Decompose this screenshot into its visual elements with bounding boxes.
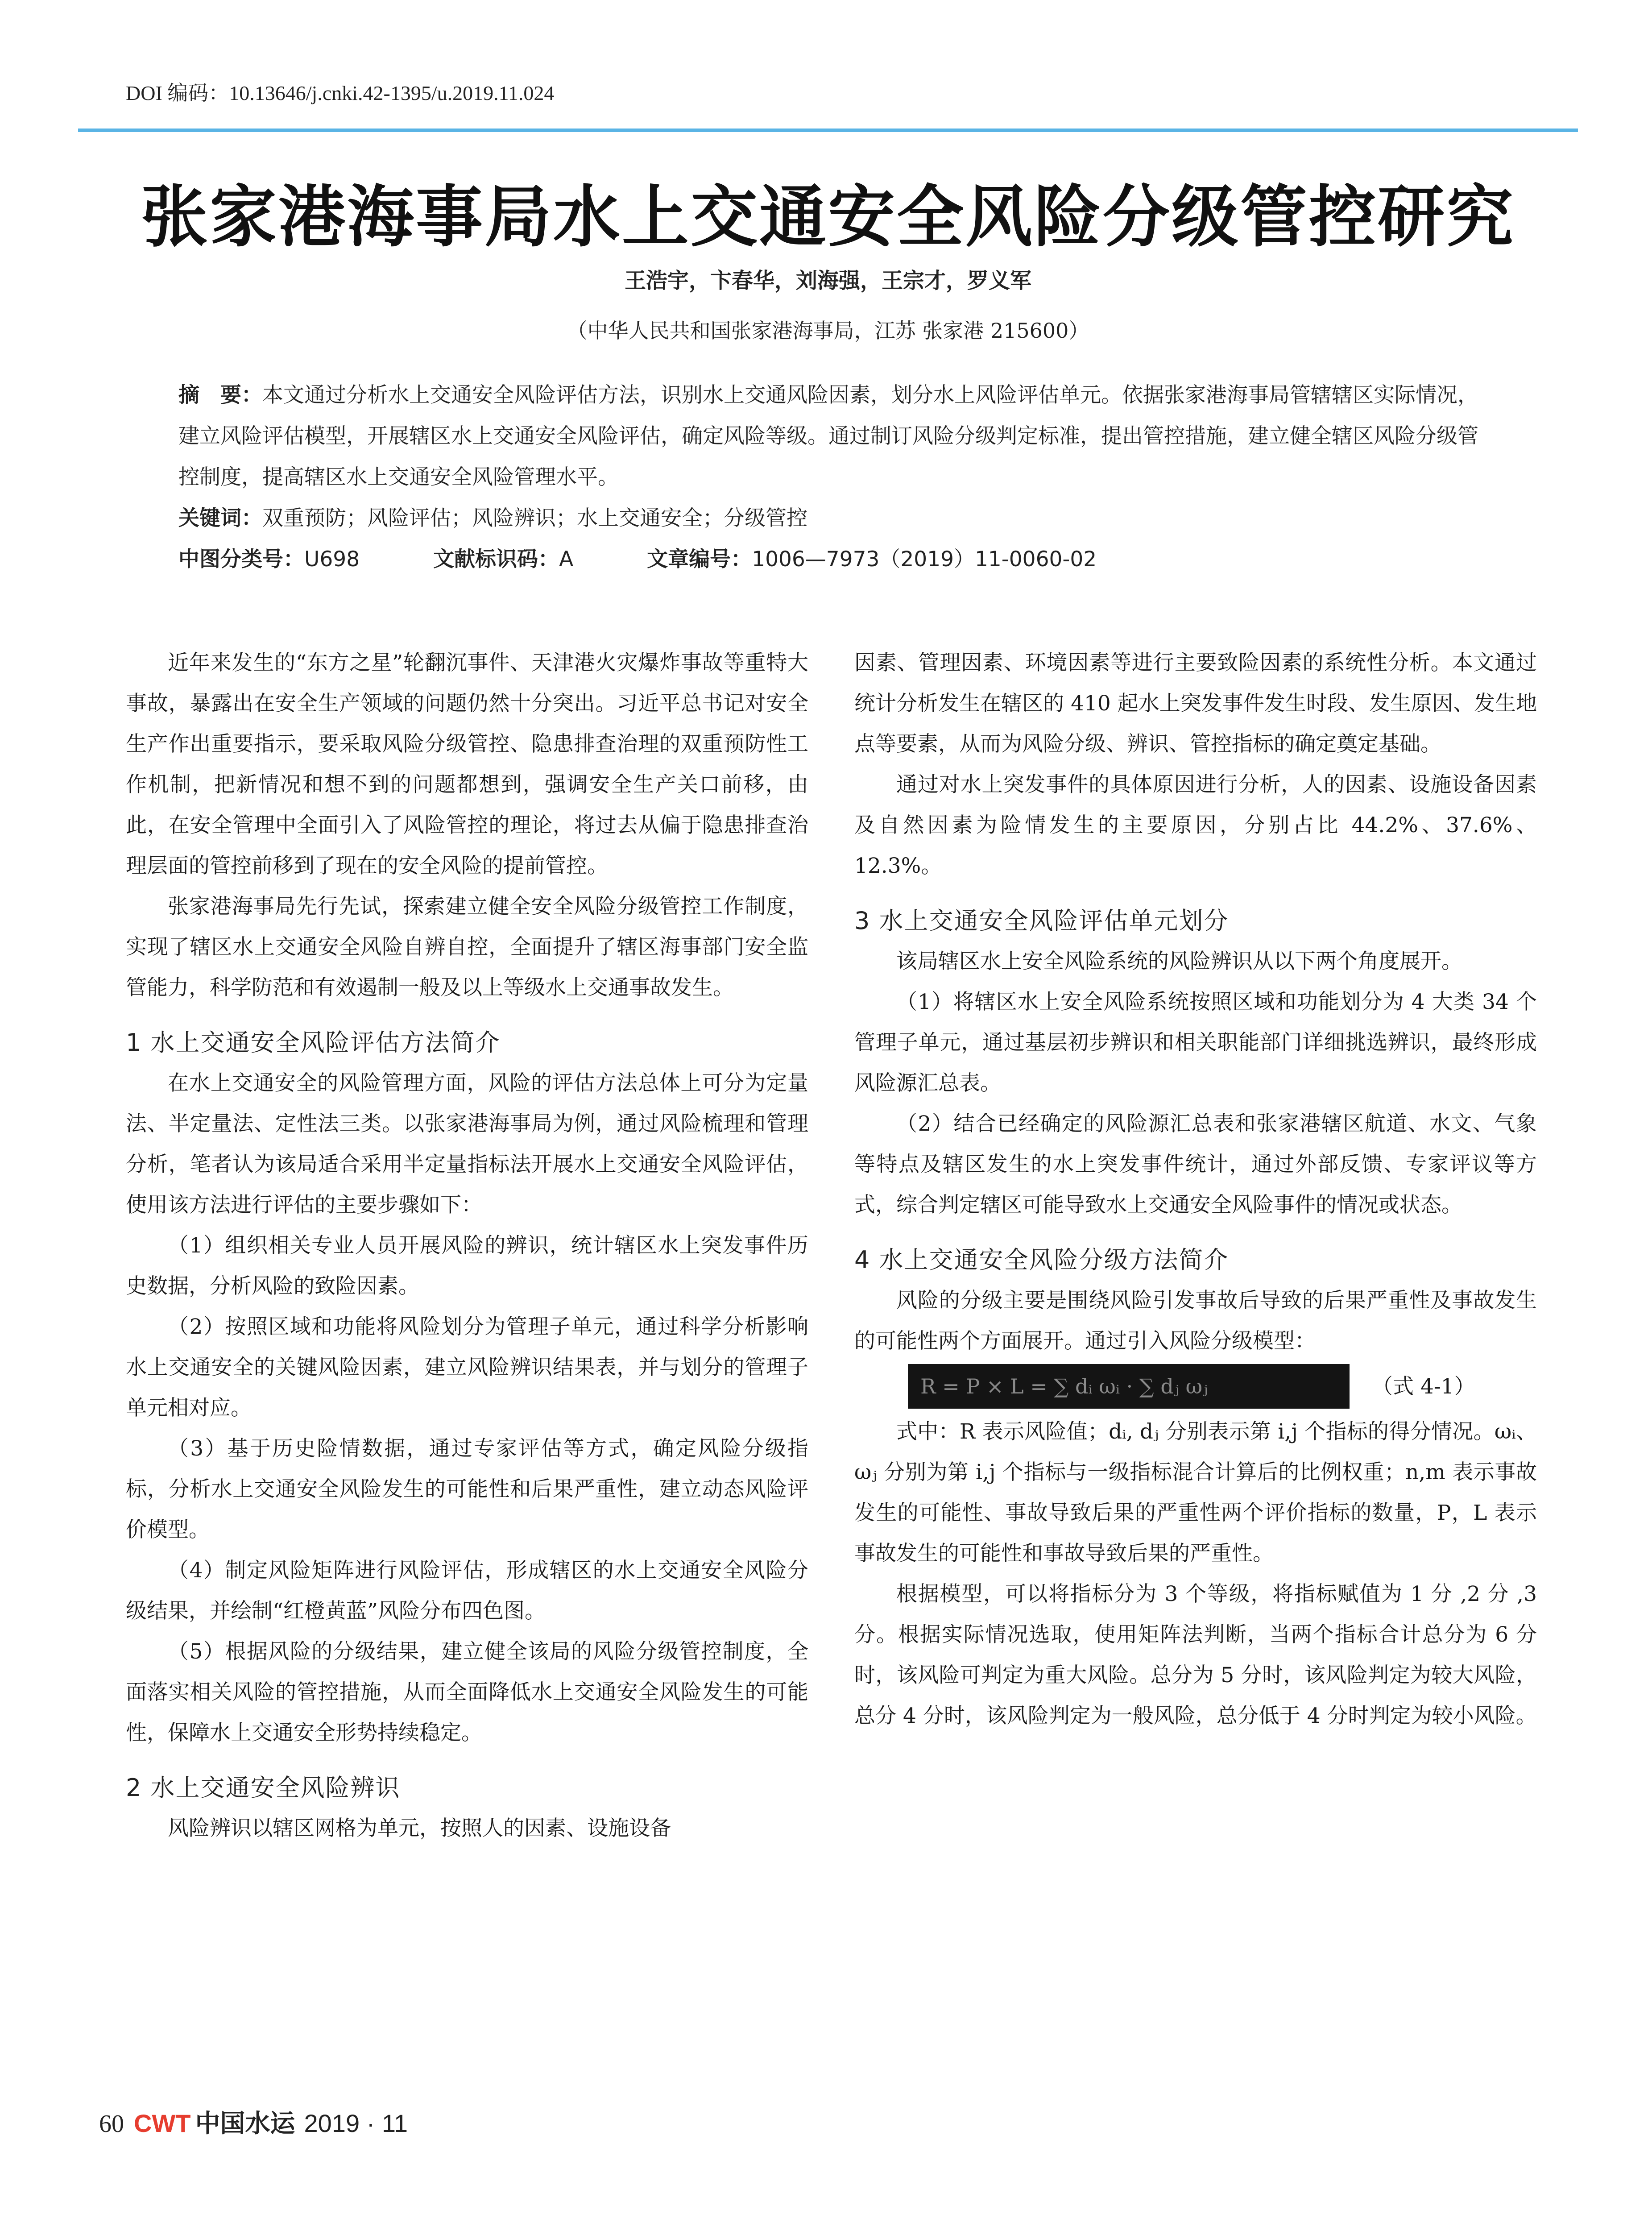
classification-line: [178, 539, 1499, 580]
keywords-text: 双重预防；风险评估；风险辨识；水上交通安全；分级管控: [262, 506, 807, 531]
journal-name: 中国水运: [195, 2109, 295, 2138]
list-item: （4）制定风险矩阵进行风险评估，形成辖区的水上交通安全风险分级结果，并绘制“红橙黄蓝”风险分布四色图。: [126, 1558, 808, 1623]
paragraph: 该局辖区水上安全风险系统的风险辨识从以下两个角度展开。: [896, 949, 1462, 974]
header-rule: [78, 129, 1578, 132]
article-number-label: 文章编号：: [647, 547, 752, 572]
paragraph: 近年来发生的“东方之星”轮翻沉事件、天津港火灾爆炸事故等重特大事故，暴露出在安全生产领域的问题仍然十分突出。习近平总书记对安全生产作出重要指示，要采取风险分级管控、隐患排查治理的双重预防性工作机制，把新情况和想不到的问题都想到，强调安全生产关口前移，由此，在安全管理中全面引入了风险管控的理论，将过去从偏于隐患排查治理层面的管控前移到了现在的安全风险的提前管控。: [126, 651, 808, 878]
list-item: （2）按照区域和功能将风险划分为管理子单元，通过科学分析影响水上交通安全的关键风险因素，建立风险辨识结果表，并与划分的管理子单元相对应。: [126, 1315, 808, 1420]
right-column: [854, 643, 1537, 1736]
formula-row: [854, 1364, 1537, 1409]
section-heading-2: 2 水上交通安全风险辨识: [126, 1774, 401, 1802]
paper-title: 张家港海事局水上交通安全风险分级管控研究: [141, 178, 1515, 256]
list-item: （2）结合已经确定的风险源汇总表和张家港辖区航道、水文、气象等特点及辖区发生的水上突发事件统计，通过外部反馈、专家评议等方式，综合判定辖区可能导致水上交通安全风险事件的情况或状态。: [854, 1111, 1537, 1217]
paragraph: 在水上交通安全的风险管理方面，风险的评估方法总体上可分为定量法、半定量法、定性法三类。以张家港海事局为例，通过风险梳理和管理分析，笔者认为该局适合采用半定量指标法开展水上交通安全风险评估，使用该方法进行评估的主要步骤如下：: [126, 1071, 808, 1217]
author-list: 王浩宇，卞春华，刘海强，王宗才，罗义军: [624, 268, 1031, 293]
paragraph: 风险辨识以辖区网格为单元，按照人的因素、设施设备: [168, 1816, 671, 1841]
left-column: [126, 643, 808, 1849]
keywords-line: [178, 498, 1499, 539]
doi-line: DOI 编码：10.13646/j.cnki.42-1395/u.2019.11.024: [126, 82, 555, 104]
affiliation: （中华人民共和国张家港海事局，江苏 张家港 215600）: [567, 319, 1089, 343]
issue-label: 2019 · 11: [304, 2109, 408, 2137]
clc-label: 中图分类号：: [178, 547, 304, 572]
abstract-paragraph: [178, 375, 1499, 498]
paragraph: 式中：R 表示风险值；dᵢ, dⱼ 分别表示第 i,j 个指标的得分情况。ωᵢ、ωⱼ 分别为第 i,j 个指标与一级指标混合计算后的比例权重；n,m 表示事故发生的可能性、事故导致后果的严重性两个评价指标的数量，P，L 表示事故发生的可能性和事故导致后果的严重性。: [854, 1419, 1537, 1566]
journal-logo: CWT: [134, 2109, 191, 2137]
abstract-label: 摘 要：: [178, 383, 262, 407]
article-number-value: 1006—7973（2019）11-0060-02: [752, 547, 1097, 572]
formula-image: R = P × L = ∑ dᵢ ωᵢ · ∑ dⱼ ωⱼ: [908, 1364, 1350, 1409]
paragraph: 张家港海事局先行先试，探索建立健全安全风险分级管控工作制度，实现了辖区水上交通安全风险自辨自控，全面提升了辖区海事部门安全监管能力，科学防范和有效遏制一般及以上等级水上交通事故发生。: [126, 894, 808, 1000]
list-item: （1）将辖区水上安全风险系统按照区域和功能划分为 4 大类 34 个管理子单元，通过基层初步辨识和相关职能部门详细挑选辨识，最终形成风险源汇总表。: [854, 990, 1537, 1095]
list-item: （3）基于历史险情数据，通过专家评估等方式，确定风险分级指标，分析水上交通安全风险发生的可能性和后果严重性，建立动态风险评价模型。: [126, 1436, 808, 1542]
paragraph: 风险的分级主要是围绕风险引发事故后导致的后果严重性及事故发生的可能性两个方面展开。通过引入风险分级模型：: [854, 1288, 1537, 1353]
formula-label: （式 4-1）: [1372, 1374, 1475, 1399]
list-item: （1）组织相关专业人员开展风险的辨识，统计辖区水上突发事件历史数据，分析风险的致险因素。: [126, 1233, 808, 1298]
abstract-block: [178, 375, 1499, 580]
abstract-text: 本文通过分析水上交通安全风险评估方法，识别水上交通风险因素，划分水上风险评估单元。依据张家港海事局管辖辖区实际情况，建立风险评估模型，开展辖区水上交通安全风险评估，确定风险等级。通过制订风险分级判定标准，提出管控措施，建立健全辖区风险分级管控制度，提高辖区水上交通安全风险管理水平。: [178, 383, 1478, 489]
paragraph: 根据模型，可以将指标分为 3 个等级，将指标赋值为 1 分 ,2 分 ,3 分。根据实际情况选取，使用矩阵法判断，当两个指标合计总分为 6 分时，该风险可判定为重大风险。总分为 5 分时，该风险判定为较大风险，总分 4 分时，该风险判定为一般风险，总分低于 4 分时判定为较小风险。: [854, 1582, 1537, 1728]
keywords-label: 关键词：: [178, 506, 262, 531]
paragraph: 通过对水上突发事件的具体原因进行分析，人的因素、设施设备因素及自然因素为险情发生的主要原因，分别占比 44.2%、37.6%、12.3%。: [854, 772, 1537, 878]
section-heading-3: 3 水上交通安全风险评估单元划分: [854, 907, 1229, 935]
page-number: 60: [99, 2110, 124, 2138]
doccode-value: A: [559, 547, 574, 572]
list-item: （5）根据风险的分级结果，建立健全该局的风险分级管控制度，全面落实相关风险的管控措施，从而全面降低水上交通安全风险发生的可能性，保障水上交通安全形势持续稳定。: [126, 1639, 808, 1745]
doccode-label: 文献标识码：: [433, 547, 559, 572]
page-footer: [99, 2104, 408, 2140]
paragraph: 因素、管理因素、环境因素等进行主要致险因素的系统性分析。本文通过统计分析发生在辖区的 410 起水上突发事件发生时段、发生原因、发生地点等要素，从而为风险分级、辨识、管控指标的确定奠定基础。: [854, 651, 1537, 756]
section-heading-4: 4 水上交通安全风险分级方法简介: [854, 1246, 1229, 1274]
section-heading-1: 1 水上交通安全风险评估方法简介: [126, 1028, 501, 1057]
clc-value: U698: [304, 547, 360, 572]
